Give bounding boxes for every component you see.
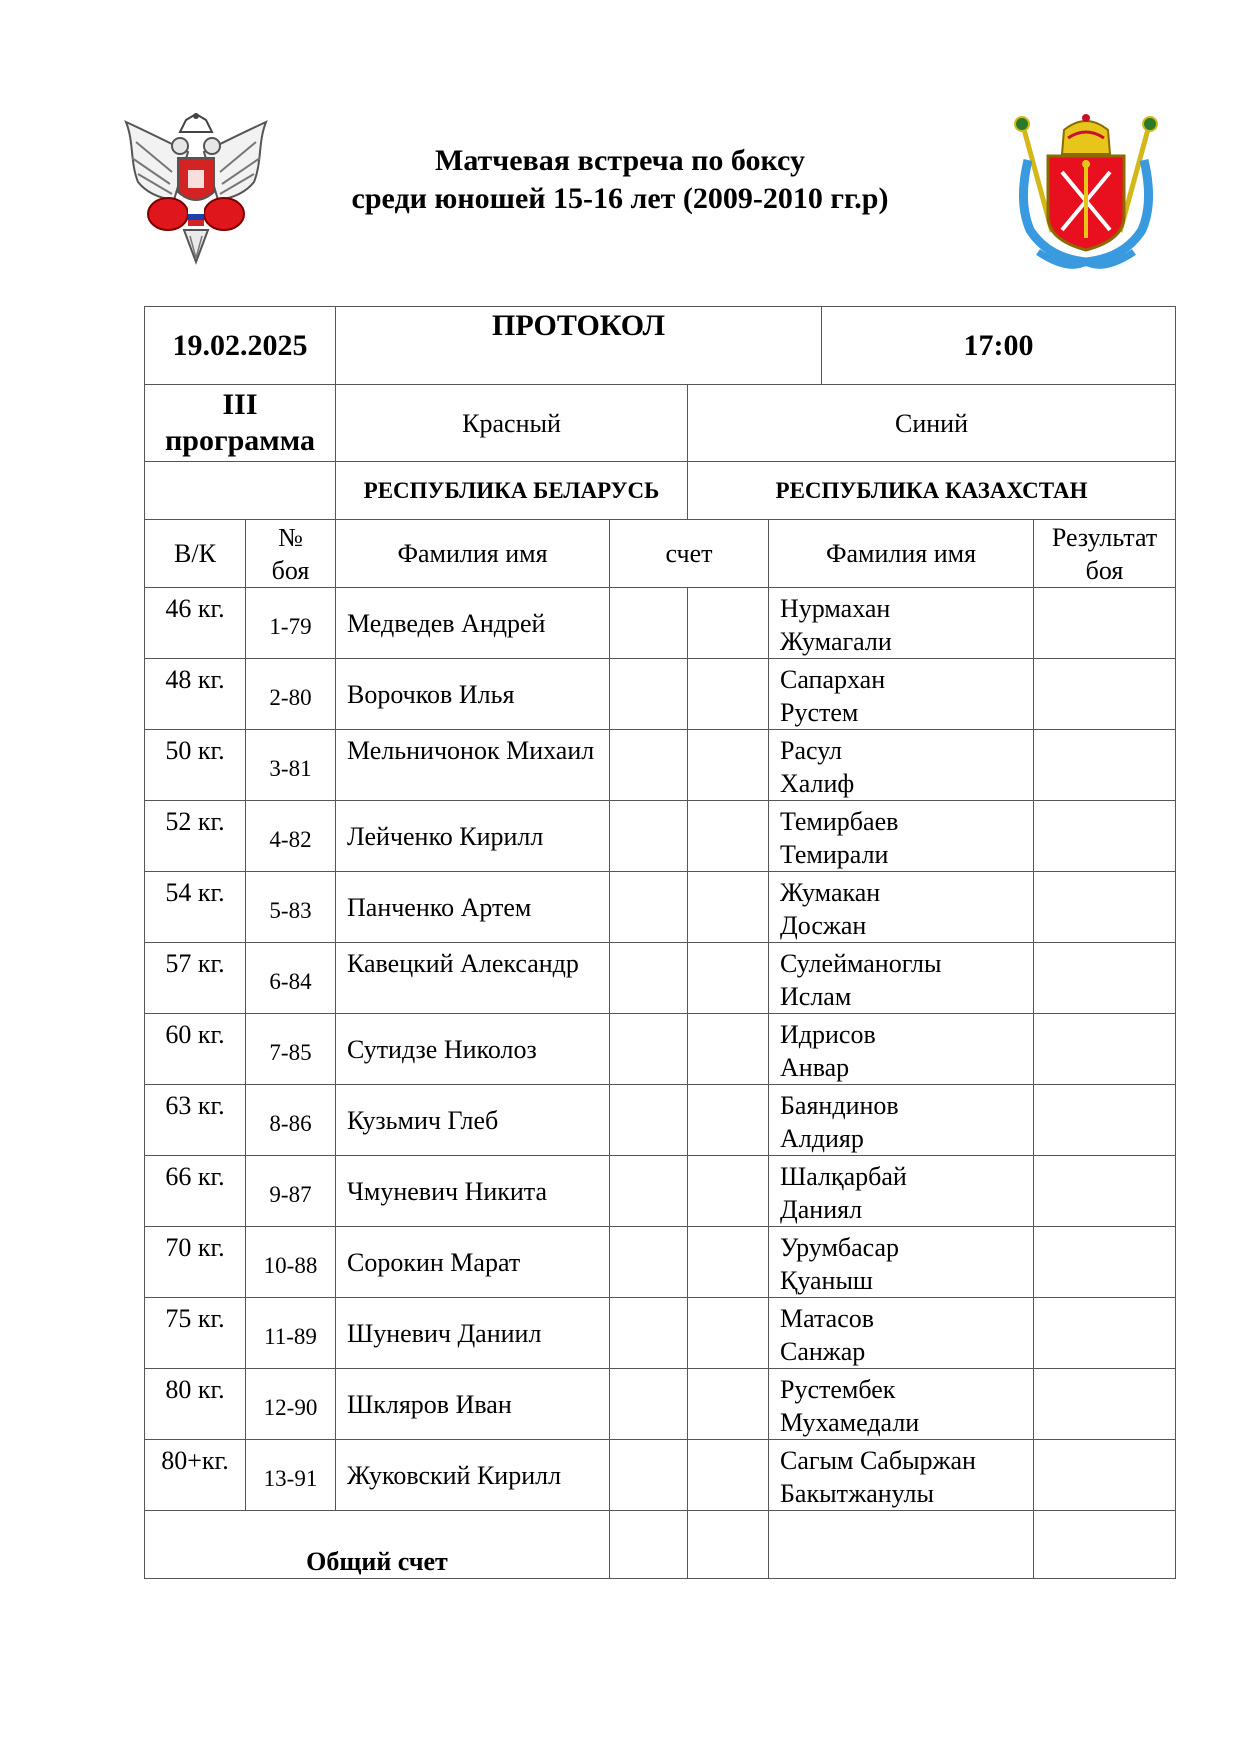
bout-result — [1034, 1227, 1176, 1298]
blue-fighter-name — [769, 1298, 1034, 1369]
bout-number: 3-81 — [246, 730, 336, 801]
program-label — [145, 385, 336, 462]
blue-fighter-name — [769, 1440, 1034, 1511]
program-word: программа — [165, 424, 315, 457]
bout-number: 6-84 — [246, 943, 336, 1014]
blue-fighter-name-line-2: Темирали — [780, 840, 889, 869]
blue-fighter-name — [769, 1085, 1034, 1156]
bout-number: 2-80 — [246, 659, 336, 730]
bout-result — [1034, 1440, 1176, 1511]
blue-score — [688, 801, 769, 872]
blue-fighter-name-line-1: Баяндинов — [780, 1091, 899, 1120]
bout-number: 5-83 — [246, 872, 336, 943]
red-fighter-name: Сутидзе Николоз — [336, 1014, 610, 1085]
red-score — [610, 1298, 688, 1369]
total-row — [145, 1511, 1176, 1579]
bout-result — [1034, 1369, 1176, 1440]
red-score — [610, 801, 688, 872]
red-score — [610, 730, 688, 801]
blue-score — [688, 1156, 769, 1227]
bout-number: 9-87 — [246, 1156, 336, 1227]
bout-result — [1034, 1014, 1176, 1085]
bout-result — [1034, 730, 1176, 801]
weight-class: 63 кг. — [145, 1085, 246, 1156]
blue-score — [688, 1298, 769, 1369]
red-score — [610, 659, 688, 730]
bout-row — [145, 1369, 1176, 1440]
bout-row — [145, 1298, 1176, 1369]
red-corner-label: Красный — [336, 385, 688, 462]
blue-score — [688, 1085, 769, 1156]
blue-fighter-name-line-2: Досжан — [780, 911, 867, 940]
blue-fighter-name — [769, 1227, 1034, 1298]
bout-result — [1034, 1298, 1176, 1369]
red-fighter-name: Шуневич Даниил — [336, 1298, 610, 1369]
page-title — [300, 142, 940, 218]
blue-fighter-name-line-1: Сулейманоглы — [780, 949, 942, 978]
bout-number: 1-79 — [246, 588, 336, 659]
total-blue-score — [688, 1511, 769, 1579]
weight-column-header: В/К — [145, 520, 246, 588]
weight-class: 70 кг. — [145, 1227, 246, 1298]
blue-fighter-name-line-1: Шалқарбай — [780, 1162, 907, 1191]
red-fighter-name: Ворочков Илья — [336, 659, 610, 730]
title-line-2: среди юношей 15-16 лет (2009-2010 гг.р) — [351, 182, 889, 215]
red-fighter-name: Кузьмич Глеб — [336, 1085, 610, 1156]
red-score — [610, 1014, 688, 1085]
protocol-header-row — [145, 307, 1176, 385]
red-score — [610, 943, 688, 1014]
weight-class: 60 кг. — [145, 1014, 246, 1085]
blue-fighter-name — [769, 943, 1034, 1014]
protocol-time: 17:00 — [822, 307, 1176, 385]
country-row — [145, 462, 1176, 520]
protocol-title: ПРОТОКОЛ — [336, 307, 822, 385]
bout-row — [145, 730, 1176, 801]
weight-class: 52 кг. — [145, 801, 246, 872]
blue-score — [688, 659, 769, 730]
blue-fighter-name — [769, 588, 1034, 659]
result-header-line-1: Результат — [1051, 522, 1158, 552]
protocol-date: 19.02.2025 — [145, 307, 336, 385]
weight-class: 80+кг. — [145, 1440, 246, 1511]
bout-result — [1034, 801, 1176, 872]
red-fighter-name: Чмуневич Никита — [336, 1156, 610, 1227]
blue-fighter-name-line-2: Жумагали — [780, 627, 892, 656]
blue-name-column-header: Фамилия имя — [769, 520, 1034, 588]
bout-header-line-1: № — [278, 522, 303, 552]
blue-fighter-name-line-2: Даниял — [780, 1195, 863, 1224]
bout-result — [1034, 872, 1176, 943]
bout-result — [1034, 943, 1176, 1014]
blue-fighter-name-line-2: Халиф — [780, 769, 855, 798]
red-fighter-name: Сорокин Марат — [336, 1227, 610, 1298]
blue-score — [688, 872, 769, 943]
bout-number: 13-91 — [246, 1440, 336, 1511]
result-column-header — [1034, 520, 1176, 588]
blue-fighter-name-line-1: Матасов — [780, 1304, 875, 1333]
saint-petersburg-coat-of-arms-icon — [1008, 112, 1164, 272]
score-column-header: счет — [610, 520, 769, 588]
red-score — [610, 1085, 688, 1156]
bout-row — [145, 1156, 1176, 1227]
bout-row — [145, 659, 1176, 730]
blue-fighter-name-line-2: Рустем — [780, 698, 859, 727]
blue-fighter-name-line-2: Алдияр — [780, 1124, 864, 1153]
blue-fighter-name-line-1: Сагым Сабыржан — [780, 1446, 976, 1475]
total-result — [1034, 1511, 1176, 1579]
title-line-1: Матчевая встреча по боксу — [435, 144, 805, 177]
red-fighter-name: Лейченко Кирилл — [336, 801, 610, 872]
bout-number: 4-82 — [246, 801, 336, 872]
program-number: III — [222, 388, 258, 421]
weight-class: 48 кг. — [145, 659, 246, 730]
blue-fighter-name-line-2: Ислам — [780, 982, 852, 1011]
bout-row — [145, 1085, 1176, 1156]
bout-row — [145, 872, 1176, 943]
red-fighter-name: Кавецкий Александр — [336, 943, 610, 1014]
column-header-row — [145, 520, 1176, 588]
protocol-table — [144, 306, 1176, 1579]
blue-fighter-name — [769, 1369, 1034, 1440]
blue-fighter-name-line-1: Нурмахан — [780, 594, 891, 623]
bout-number: 7-85 — [246, 1014, 336, 1085]
red-score — [610, 1156, 688, 1227]
blue-score — [688, 943, 769, 1014]
corner-row — [145, 385, 1176, 462]
weight-class: 50 кг. — [145, 730, 246, 801]
blue-fighter-name-line-2: Мухамедали — [780, 1408, 920, 1437]
bout-result — [1034, 588, 1176, 659]
blue-fighter-name-line-1: Жумакан — [780, 878, 881, 907]
bout-number: 8-86 — [246, 1085, 336, 1156]
bout-result — [1034, 659, 1176, 730]
bout-row — [145, 588, 1176, 659]
red-fighter-name: Мельничонок Михаил — [336, 730, 610, 801]
bout-number: 12-90 — [246, 1369, 336, 1440]
red-fighter-name: Жуковский Кирилл — [336, 1440, 610, 1511]
red-score — [610, 588, 688, 659]
total-empty — [769, 1511, 1034, 1579]
bout-row — [145, 1440, 1176, 1511]
bout-number: 10-88 — [246, 1227, 336, 1298]
blue-score — [688, 1440, 769, 1511]
red-name-column-header: Фамилия имя — [336, 520, 610, 588]
bout-row — [145, 801, 1176, 872]
blue-score — [688, 588, 769, 659]
boxing-federation-emblem-icon — [118, 112, 274, 272]
bout-row — [145, 943, 1176, 1014]
empty-cell — [145, 462, 336, 520]
blue-fighter-name-line-2: Қуаныш — [780, 1266, 873, 1295]
blue-fighter-name-line-1: Идрисов — [780, 1020, 876, 1049]
red-score — [610, 1227, 688, 1298]
blue-fighter-name — [769, 1156, 1034, 1227]
weight-class: 54 кг. — [145, 872, 246, 943]
red-fighter-name: Шкляров Иван — [336, 1369, 610, 1440]
red-country: РЕСПУБЛИКА БЕЛАРУСЬ — [336, 462, 688, 520]
blue-score — [688, 1227, 769, 1298]
blue-fighter-name — [769, 801, 1034, 872]
bout-result — [1034, 1085, 1176, 1156]
bout-rows — [145, 588, 1176, 1511]
blue-fighter-name-line-1: Рустембек — [780, 1375, 896, 1404]
bout-column-header — [246, 520, 336, 588]
red-score — [610, 1440, 688, 1511]
total-red-score — [610, 1511, 688, 1579]
blue-fighter-name-line-2: Анвар — [780, 1053, 850, 1082]
blue-fighter-name-line-2: Бакытжанулы — [780, 1479, 934, 1508]
bout-header-line-2: боя — [271, 555, 310, 585]
weight-class: 80 кг. — [145, 1369, 246, 1440]
blue-fighter-name — [769, 730, 1034, 801]
blue-country: РЕСПУБЛИКА КАЗАХСТАН — [688, 462, 1176, 520]
blue-score — [688, 1369, 769, 1440]
bout-number: 11-89 — [246, 1298, 336, 1369]
red-score — [610, 1369, 688, 1440]
total-score-label: Общий счет — [145, 1511, 610, 1579]
blue-fighter-name-line-2: Санжар — [780, 1337, 866, 1366]
bout-row — [145, 1227, 1176, 1298]
weight-class: 75 кг. — [145, 1298, 246, 1369]
result-header-line-2: боя — [1085, 555, 1124, 585]
blue-fighter-name-line-1: Расул — [780, 736, 843, 765]
blue-corner-label: Синий — [688, 385, 1176, 462]
red-fighter-name: Медведев Андрей — [336, 588, 610, 659]
blue-fighter-name-line-1: Сапархан — [780, 665, 886, 694]
blue-fighter-name-line-1: Темирбаев — [780, 807, 899, 836]
bout-row — [145, 1014, 1176, 1085]
weight-class: 46 кг. — [145, 588, 246, 659]
red-fighter-name: Панченко Артем — [336, 872, 610, 943]
weight-class: 57 кг. — [145, 943, 246, 1014]
blue-fighter-name — [769, 1014, 1034, 1085]
blue-score — [688, 730, 769, 801]
bout-result — [1034, 1156, 1176, 1227]
weight-class: 66 кг. — [145, 1156, 246, 1227]
red-score — [610, 872, 688, 943]
blue-fighter-name — [769, 659, 1034, 730]
blue-fighter-name-line-1: Урумбасар — [780, 1233, 900, 1262]
blue-fighter-name — [769, 872, 1034, 943]
blue-score — [688, 1014, 769, 1085]
